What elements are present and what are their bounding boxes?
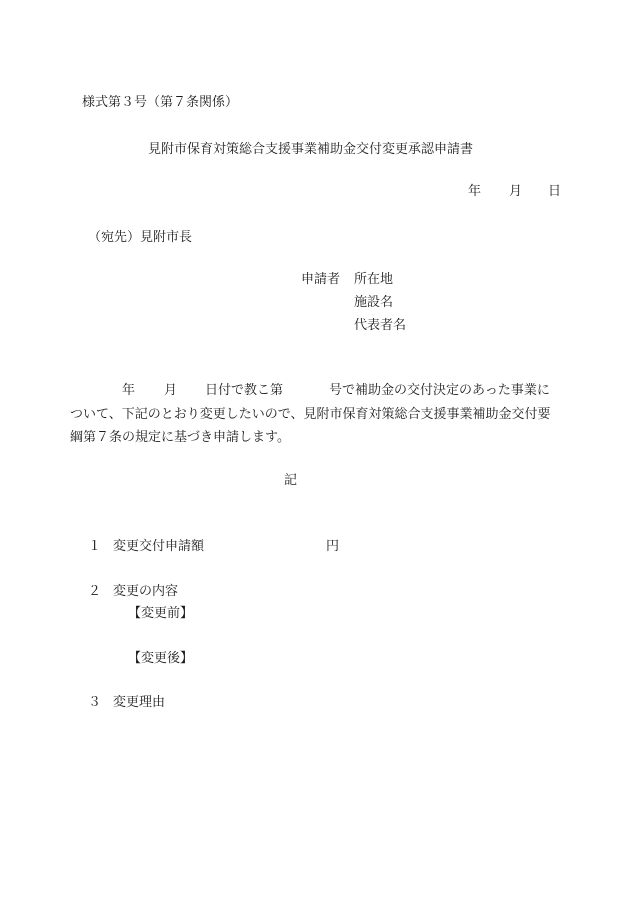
- body-line1-rest: 号で補助金の交付決定のあった事業に: [329, 383, 550, 398]
- body-month: 月: [164, 383, 178, 398]
- addressee: （宛先）見附市長: [88, 230, 193, 245]
- date-year: 年: [468, 184, 482, 199]
- before-change-label: 【変更前】: [128, 606, 194, 621]
- applicant-label: 申請者: [301, 272, 341, 287]
- body-day-text: 日付で教こ第: [205, 383, 284, 398]
- date-day: 日: [548, 184, 562, 199]
- ki-heading: 記: [284, 473, 298, 488]
- item1-number: １: [88, 539, 102, 554]
- applicant-facility-label: 施設名: [354, 295, 394, 310]
- after-change-label: 【変更後】: [128, 651, 194, 666]
- form-number-label: 様式第３号（第７条関係）: [82, 95, 239, 110]
- date-month: 月: [509, 184, 523, 199]
- item1-unit: 円: [326, 539, 340, 554]
- applicant-address-label: 所在地: [354, 272, 394, 287]
- item3-label: 変更理由: [113, 695, 166, 710]
- item2-number: ２: [88, 584, 102, 599]
- item3-number: ３: [88, 695, 102, 710]
- item1-label: 変更交付申請額: [113, 539, 205, 554]
- body-line3: 綱第７条の規定に基づき申請します。: [70, 430, 290, 445]
- applicant-representative-label: 代表者名: [354, 318, 407, 333]
- body-line2: ついて、下記のとおり変更したいので、見附市保育対策総合支援事業補助金交付要: [70, 407, 551, 422]
- item2-label: 変更の内容: [113, 584, 179, 599]
- body-year: 年: [122, 383, 136, 398]
- document-title: 見附市保育対策総合支援事業補助金交付変更承認申請書: [148, 142, 474, 157]
